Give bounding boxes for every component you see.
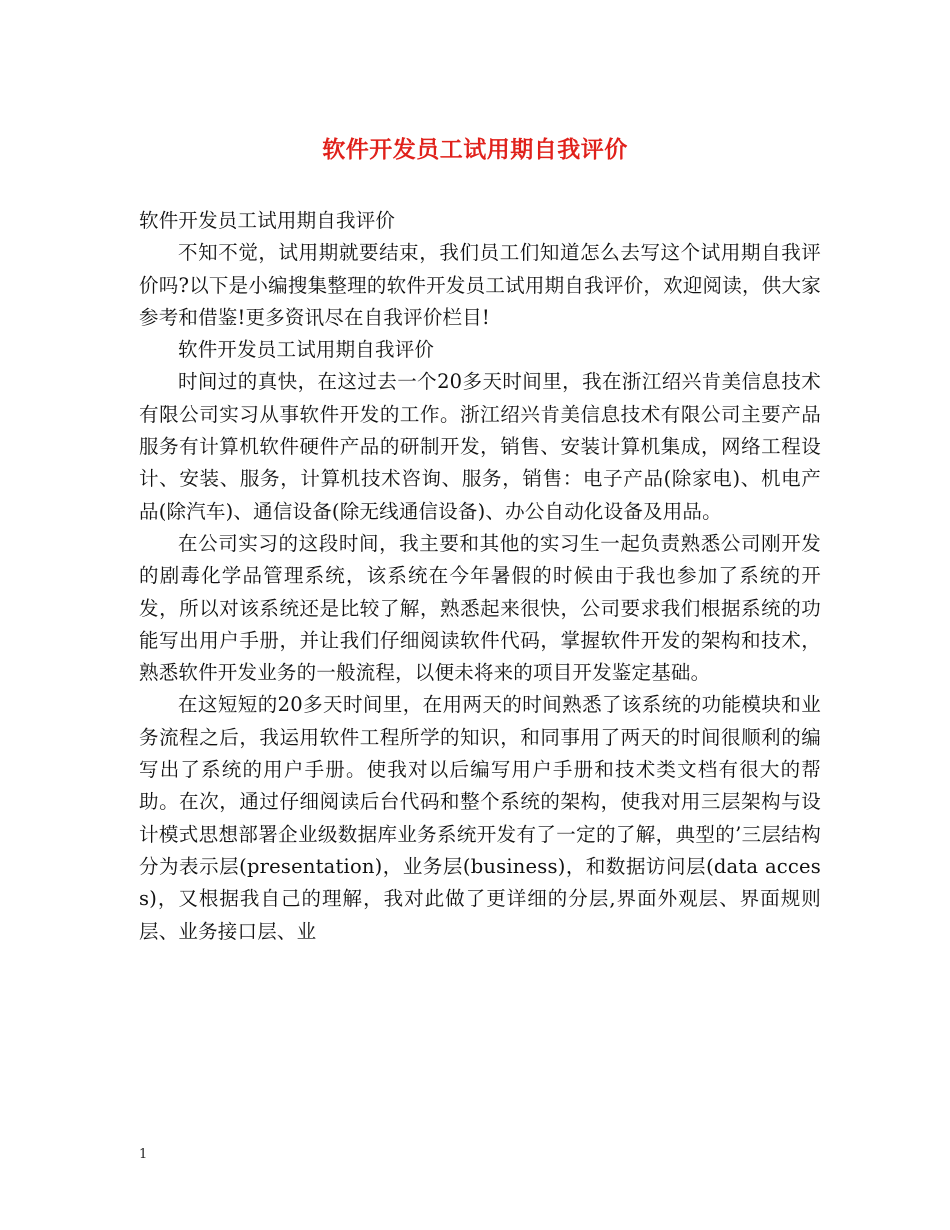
page-number: 1	[139, 1147, 148, 1162]
paragraph: 在公司实习的这段时间，我主要和其他的实习生一起负责熟悉公司刚开发的剧毒化学品管理系统，该系统在今年暑假的时候由于我也参加了系统的开发，所以对该系统还是比较了解，熟悉起来很快，公司要求我们根据系统的功能写出用户手册，并让我们仔细阅读软件代码，掌握软件开发的架构和技术，熟悉软件开发业务的一般流程，以便未将来的项目开发鉴定基础。	[139, 531, 821, 685]
paragraph: 软件开发员工试用期自我评价	[178, 338, 435, 362]
paragraph: 在这短短的20多天时间里，在用两天的时间熟悉了该系统的功能模块和业务流程之后，我运用软件工程所学的知识，和同事用了两天的时间很顺利的编写出了系统的用户手册。使我对以后编写用户手册和技术类文档有很大的帮助。在次，通过仔细阅读后台代码和整个系统的架构，使我对用三层架构与设计模式思想部署企业级数据库业务系统开发有了一定的了解，典型的’三层结构分为表示层(presentation)，业务层(business)，和数据访问层(data access)，又根据我自己的理解，我对此做了更详细的分层,界面外观层、界面规则层、业务接口层、业	[139, 693, 821, 943]
paragraph: 软件开发员工试用期自我评价	[139, 209, 396, 232]
document-body	[139, 205, 821, 948]
paragraph: 不知不觉，试用期就要结束，我们员工们知道怎么去写这个试用期自我评价吗?以下是小编搜集整理的软件开发员工试用期自我评价，欢迎阅读，供大家参考和借鉴!更多资讯尽在自我评价栏目!	[139, 241, 821, 329]
paragraph: 时间过的真快，在这过去一个20多天时间里，我在浙江绍兴肯美信息技术有限公司实习从事软件开发的工作。浙江绍兴肯美信息技术有限公司主要产品服务有计算机软件硬件产品的研制开发，销售、安装计算机集成，网络工程设计、安装、服务，计算机技术咨询、服务，销售：电子产品(除家电)、机电产品(除汽车)、通信设备(除无线通信设备)、办公自动化设备及用品。	[139, 370, 821, 523]
document-title: 软件开发员工试用期自我评价	[322, 137, 628, 163]
